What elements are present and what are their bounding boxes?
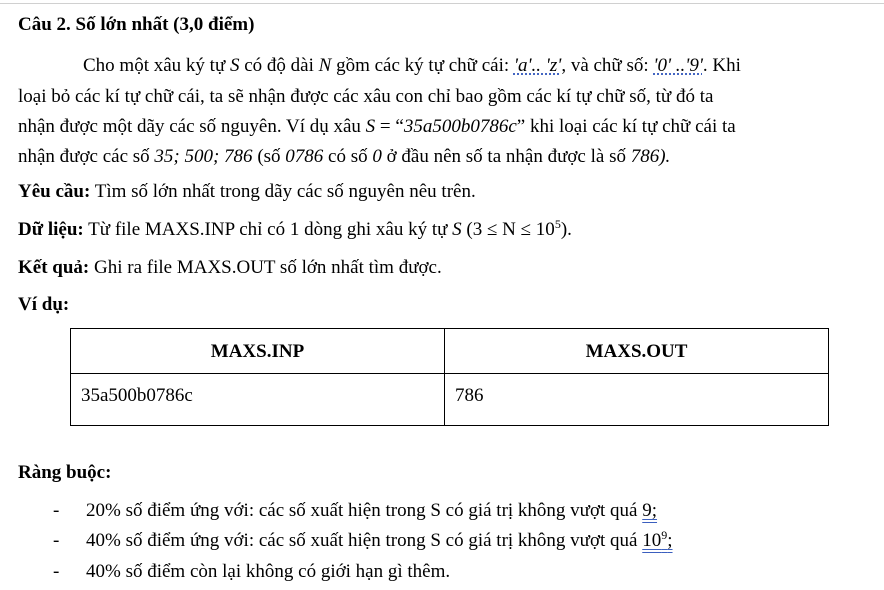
intro-text: có độ dài [239, 55, 319, 76]
var-s: S [365, 116, 376, 137]
intro-text: nhận được một dãy các số nguyên. Ví dụ xâu [18, 116, 366, 137]
intro-line-1 [83, 56, 741, 75]
intro-line-2: loại bỏ các kí tự chữ cái, ta sẽ nhận được các xâu con chỉ bao gồm các kí tự chữ số, từ đó ta [18, 86, 714, 107]
list-bullet: - [53, 530, 60, 551]
requirement [18, 182, 476, 201]
intro-text: nhận được các số [18, 146, 155, 167]
list-item: 40% số điểm còn lại không có giới hạn gì thêm. [86, 561, 451, 582]
intro-line-3 [18, 117, 736, 136]
intro-text: , và chữ số: [561, 55, 654, 76]
output-spec-label: Kết quả: [18, 257, 90, 278]
exponent: 9 [661, 528, 668, 542]
intro-line-4 [18, 147, 670, 166]
exponent: 5 [554, 217, 561, 231]
list-item-text: 40% số điểm ứng với: các số xuất hiện trong S có giá trị không vượt quá [86, 530, 643, 551]
intro-text: Cho một xâu ký tự [83, 55, 230, 76]
intro-text: ở đầu nên số ta nhận được là số [381, 146, 631, 167]
intro-text: ” khi loại các kí tự chữ cái ta [516, 116, 736, 137]
list-item [86, 528, 673, 551]
requirement-label: Yêu cầu: [18, 181, 91, 202]
requirement-text: Tìm số lớn nhất trong dãy các số nguyên nêu trên. [90, 181, 476, 202]
table-header-cell: MAXS.OUT [445, 329, 829, 374]
number: 0 [372, 146, 382, 167]
page-top-border [0, 3, 884, 4]
number-list: 35; 500; 786 [154, 146, 253, 167]
list-bullet: - [53, 561, 60, 582]
number: 0786 [285, 146, 324, 167]
var-s: S [230, 55, 240, 76]
intro-text: có số [323, 146, 373, 167]
intro-text: = “ [375, 116, 404, 137]
constraints-label: Ràng buộc: [18, 462, 112, 483]
list-bullet: - [53, 500, 60, 521]
list-item-text: 20% số điểm ứng với: các số xuất hiện trong S có giá trị không vượt quá [86, 500, 643, 521]
intro-text: gồm các ký tự chữ cái: [331, 55, 514, 76]
intro-text: (số [252, 146, 286, 167]
table-row [71, 374, 829, 426]
table-cell: 786 [445, 374, 829, 426]
output-spec [18, 258, 442, 277]
number: 786). [630, 146, 671, 167]
example-table [70, 328, 829, 426]
example-string: 35a500b0786c [403, 116, 517, 137]
intro-text: . Khi [702, 55, 741, 76]
input-spec-text: ). [560, 219, 572, 240]
table-cell: 35a500b0786c [71, 374, 445, 426]
output-spec-text: Ghi ra file MAXS.OUT số lớn nhất tìm được. [89, 257, 442, 278]
input-spec-label: Dữ liệu: [18, 219, 84, 240]
limit-value [642, 530, 672, 551]
question-title: Câu 2. Số lớn nhất (3,0 điểm) [18, 14, 255, 35]
letter-range: 'a'.. 'z' [513, 55, 562, 76]
digit-range: '0' ..'9' [653, 55, 703, 76]
limit-tail: ; [667, 530, 673, 551]
list-item [86, 501, 657, 520]
table-header-cell: MAXS.INP [71, 329, 445, 374]
input-spec [18, 217, 572, 240]
var-n: N [318, 55, 332, 76]
limit-base: 10 [642, 530, 662, 551]
input-spec-text: (3 ≤ N ≤ 10 [461, 219, 555, 240]
example-label: Ví dụ: [18, 294, 70, 315]
table-header-row [71, 329, 829, 374]
limit-value: 9; [642, 500, 658, 521]
input-spec-text: Từ file MAXS.INP chỉ có 1 dòng ghi xâu ký tự [83, 219, 453, 240]
var-s: S [452, 219, 462, 240]
